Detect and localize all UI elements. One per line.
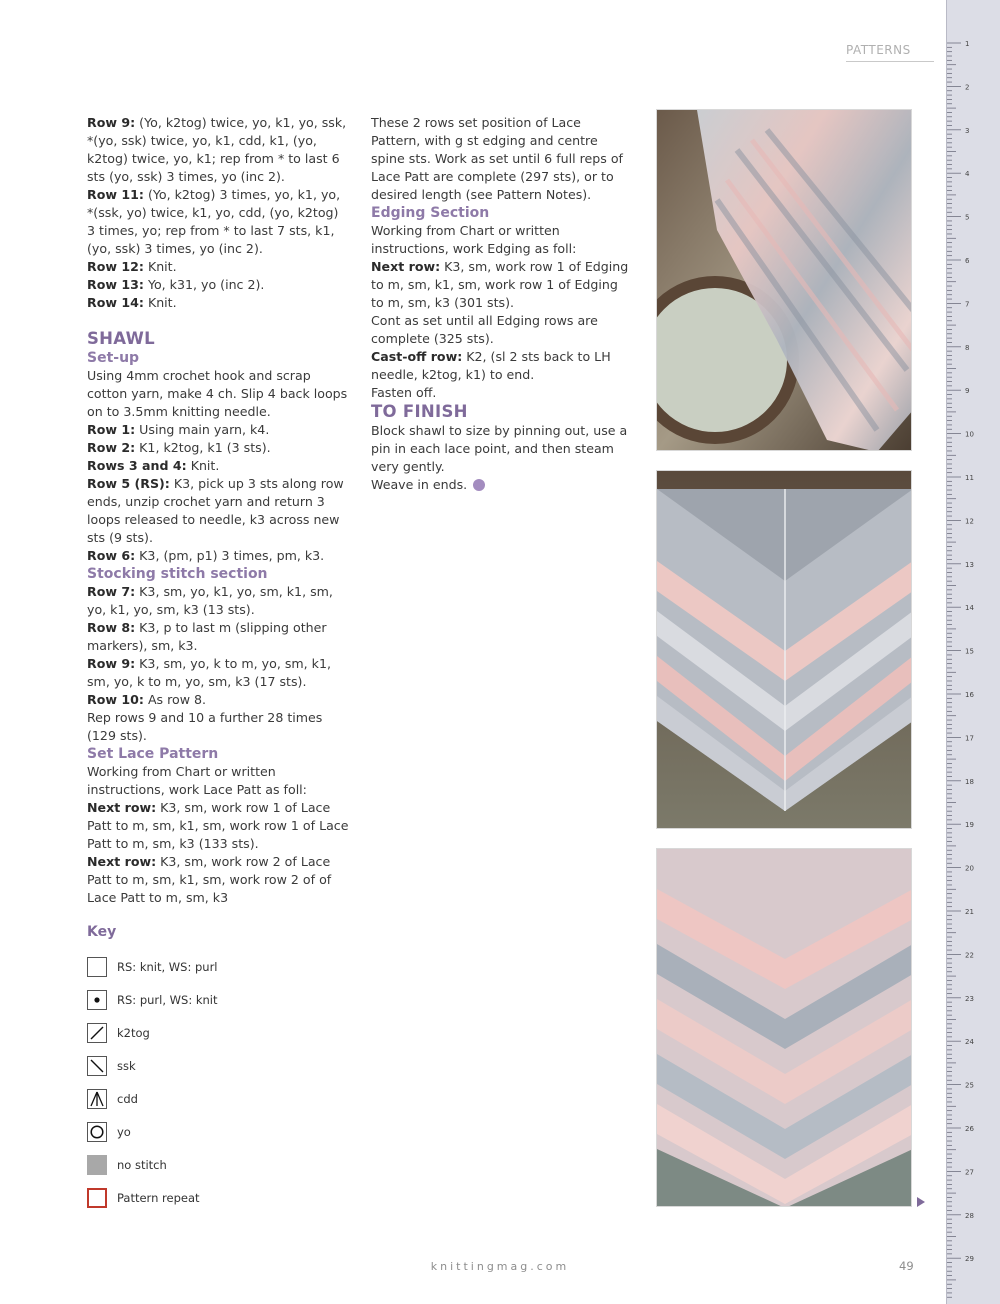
- key-item: yo: [87, 1121, 131, 1143]
- middle-column: [371, 114, 633, 494]
- ruler-number: 1: [965, 40, 970, 48]
- row-instruction: Next row: K3, sm, work row 2 of Lace Patt to m, sm, k1, sm, work row 2 of of Lace Patt to m, sm, k3: [87, 854, 332, 905]
- key-heading: Key: [87, 924, 117, 940]
- left-column: [87, 114, 349, 907]
- row-instruction: Row 1: Using main yarn, k4.: [87, 422, 270, 437]
- key-item: ssk: [87, 1055, 136, 1077]
- ruler-number: 28: [965, 1211, 974, 1220]
- row-instruction: Row 6: K3, (pm, p1) 3 times, pm, k3.: [87, 548, 325, 563]
- edging-continue: Cont as set until all Edging rows are complete (325 sts).: [371, 313, 598, 346]
- finish-text: Block shawl to size by pinning out, use a pin in each lace point, and then steam very gently.: [371, 423, 628, 474]
- key-item: no stitch: [87, 1154, 167, 1176]
- row-instruction: Cast-off row: K2, (sl 2 sts back to LH needle, k2tog, k1) to end.: [371, 349, 611, 382]
- lace-heading: Set Lace Pattern: [87, 746, 219, 762]
- row-instruction: Row 12: Knit.: [87, 259, 177, 274]
- ruler-number: 27: [965, 1168, 974, 1177]
- finish-heading: TO FINISH: [371, 402, 468, 421]
- ruler-number: 19: [965, 821, 974, 830]
- edging-heading: Edging Section: [371, 205, 490, 221]
- ruler-number: 23: [965, 994, 974, 1003]
- ruler-number: 29: [965, 1255, 974, 1264]
- row-instruction: Row 10: As row 8.: [87, 692, 207, 707]
- lace-position-text: These 2 rows set position of Lace Pattern, with g st edging and centre spine sts. Work as set until 6 full reps of Lace Patt are complete (297 sts), or to desired length (see Pattern Notes).: [371, 115, 623, 202]
- ruler-number: 10: [965, 430, 974, 439]
- row-instruction: Next row: K3, sm, work row 1 of Edging to m, sm, k1, sm, work row 1 of Edging to m, sm, k3 (301 sts).: [371, 259, 629, 310]
- setup-heading: Set-up: [87, 350, 140, 366]
- ruler-number: 18: [965, 777, 974, 786]
- ruler-number: 24: [965, 1038, 974, 1047]
- ruler-number: 12: [965, 517, 974, 526]
- shawl-photo-spread: [656, 470, 912, 829]
- cdd-icon: [87, 1089, 107, 1109]
- shawl-heading: SHAWL: [87, 329, 155, 348]
- key-item: Pattern repeat: [87, 1187, 200, 1209]
- row-instruction: Rows 3 and 4: Knit.: [87, 458, 220, 473]
- fasten-off: Fasten off.: [371, 385, 437, 400]
- row-instruction: Row 11: (Yo, k2tog) 3 times, yo, k1, yo, *(ssk, yo) twice, k1, yo, cdd, (yo, k2tog) 3 times, yo; rep from * to last 7 sts, k1, (yo, ssk) 3 times, yo (inc 2).: [87, 187, 341, 256]
- rows-top: [87, 114, 349, 312]
- ruler-number: 15: [965, 647, 974, 656]
- shawl-photo-closeup: [656, 848, 912, 1207]
- ruler-number: 7: [965, 300, 970, 309]
- ruler-number: 8: [965, 343, 970, 352]
- row-instruction: Row 13: Yo, k31, yo (inc 2).: [87, 277, 265, 292]
- ruler-number: 6: [965, 257, 970, 265]
- key-item: cdd: [87, 1088, 138, 1110]
- purl-dot-icon: [87, 990, 107, 1010]
- side-ruler: [946, 0, 1000, 1304]
- row-instruction: Row 9: (Yo, k2tog) twice, yo, k1, yo, ssk, *(yo, ssk) twice, yo, k1, cdd, k1, (yo, k2tog) twice, yo, k1; rep from * to last 6 sts (yo, ssk) 3 times, yo (inc 2).: [87, 115, 347, 184]
- yarn-ball-icon: [473, 479, 485, 491]
- row-instruction: Row 9: K3, sm, yo, k to m, yo, sm, k1, sm, yo, k to m, yo, sm, k3 (17 sts).: [87, 656, 331, 689]
- ruler-number: 25: [965, 1081, 974, 1090]
- shawl-photo-draped: [656, 109, 912, 451]
- section-label: PATTERNS: [846, 43, 934, 62]
- key-item: RS: purl, WS: knit: [87, 989, 218, 1011]
- row-instruction: Row 14: Knit.: [87, 295, 177, 310]
- knit-symbol-icon: [87, 957, 107, 977]
- k2tog-icon: [87, 1023, 107, 1043]
- setup-intro: Using 4mm crochet hook and scrap cotton yarn, make 4 ch. Slip 4 back loops on to 3.5mm knitting needle.: [87, 368, 348, 419]
- lace-intro: Working from Chart or written instructions, work Lace Patt as foll:: [87, 764, 307, 797]
- ruler-number: 5: [965, 213, 970, 222]
- key-item: k2tog: [87, 1022, 150, 1044]
- ruler-number: 2: [965, 83, 970, 92]
- row-instruction: Row 8: K3, p to last m (slipping other markers), sm, k3.: [87, 620, 327, 653]
- weave-text: Weave in ends.: [371, 476, 633, 494]
- row-instruction: Row 7: K3, sm, yo, k1, yo, sm, k1, sm, yo, k1, yo, sm, k3 (13 sts).: [87, 584, 333, 617]
- ruler-number: 20: [965, 864, 974, 873]
- next-page-arrow-icon: [917, 1197, 925, 1207]
- ruler-number: 11: [965, 474, 974, 482]
- row-instruction: Row 2: K1, k2tog, k1 (3 sts).: [87, 440, 271, 455]
- ruler-number: 17: [965, 734, 974, 743]
- row-instruction: Next row: K3, sm, work row 1 of Lace Patt to m, sm, k1, sm, work row 1 of Lace Patt to m, sm, k3 (133 sts).: [87, 800, 349, 851]
- yarn-over-icon: [87, 1122, 107, 1142]
- ruler-number: 3: [965, 126, 970, 135]
- ruler-number: 14: [965, 604, 974, 613]
- edging-intro: Working from Chart or written instructions, work Edging as foll:: [371, 223, 577, 256]
- row-instruction: Row 5 (RS): K3, pick up 3 sts along row ends, unzip crochet yarn and return 3 loops released to needle, k3 across new sts (9 sts).: [87, 476, 344, 545]
- ruler-number: 16: [965, 691, 974, 699]
- ruler-number: 4: [965, 170, 970, 179]
- ruler-number: 22: [965, 951, 974, 960]
- ruler-number: 21: [965, 908, 974, 916]
- stocking-repeat: Rep rows 9 and 10 a further 28 times (129 sts).: [87, 710, 323, 743]
- footer-site: knittingmag.com: [430, 1260, 570, 1273]
- no-stitch-icon: [87, 1155, 107, 1175]
- stocking-heading: Stocking stitch section: [87, 566, 268, 582]
- ssk-icon: [87, 1056, 107, 1076]
- page-number: 49: [899, 1259, 914, 1273]
- ruler-number: 9: [965, 387, 970, 396]
- ruler-number: 26: [965, 1125, 974, 1133]
- ruler-number: 13: [965, 560, 974, 569]
- key-item: RS: knit, WS: purl: [87, 956, 218, 978]
- pattern-repeat-icon: [87, 1188, 107, 1208]
